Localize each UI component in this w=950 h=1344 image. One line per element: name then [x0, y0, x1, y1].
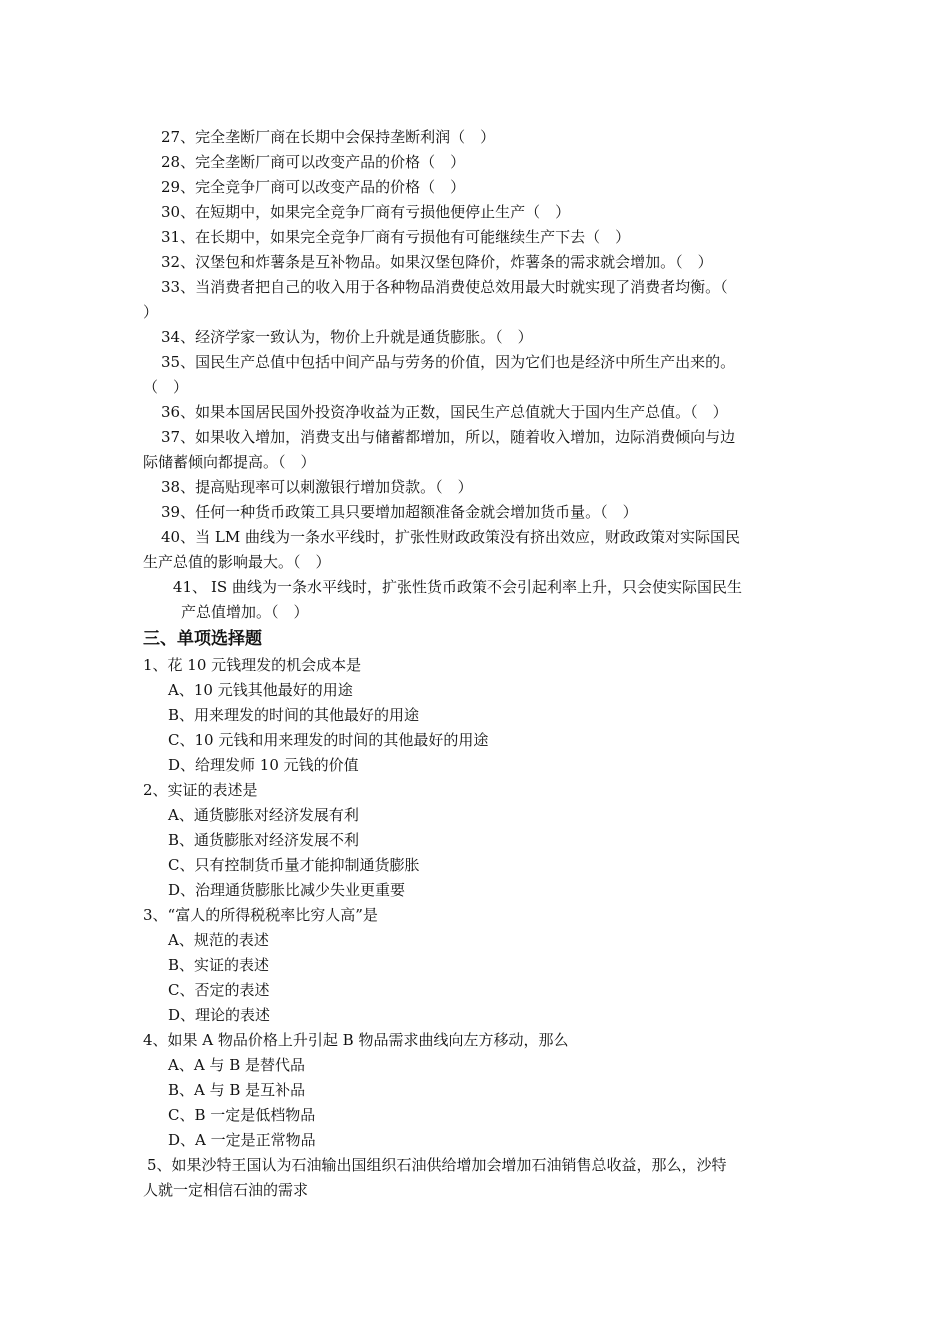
answer-option: D、给理发师 10 元钱的价值: [168, 756, 359, 774]
tf-question: [143, 325, 812, 350]
tf-question: [143, 350, 812, 400]
question-text-continued: （ ）: [143, 378, 189, 396]
question-text: 35、国民生产总值中包括中间产品与劳务的价值，因为它们也是经济中所生产出来的。: [161, 353, 736, 371]
tf-question: [143, 200, 812, 225]
question-text: 27、完全垄断厂商在长期中会保持垄断利润（ ）: [161, 128, 496, 146]
question-text: 29、完全竞争厂商可以改变产品的价格（ ）: [161, 178, 466, 196]
tf-question: [143, 150, 812, 175]
answer-option: C、否定的表述: [168, 981, 270, 999]
question-text: 32、汉堡包和炸薯条是互补物品。如果汉堡包降价，炸薯条的需求就会增加。（ ）: [161, 253, 713, 271]
mcq-question-5: 5、如果沙特王国认为石油输出国组织石油供给增加会增加石油销售总收益，那么，沙特: [147, 1156, 727, 1174]
answer-option: B、通货膨胀对经济发展不利: [168, 831, 360, 849]
tf-question-41-continued: 产总值增加。（ ）: [181, 603, 309, 621]
question-text: 39、任何一种货币政策工具只要增加超额准备金就会增加货币量。（ ）: [161, 503, 638, 521]
answer-option: D、A 一定是正常物品: [168, 1131, 316, 1149]
question-text: 31、在长期中，如果完全竞争厂商有亏损他有可能继续生产下去（ ）: [161, 228, 631, 246]
question-text: 36、如果本国居民国外投资净收益为正数，国民生产总值就大于国内生产总值。（ ）: [161, 403, 728, 421]
question-text: IS 曲线为一条水平线时，扩张性货币政策不会引起利率上升，只会使实际国民生: [211, 578, 742, 596]
multiple-choice-list: [143, 653, 812, 1153]
mcq-question: [143, 778, 812, 903]
mcq-question: [143, 903, 812, 1028]
answer-option: B、用来理发的时间的其他最好的用途: [168, 706, 420, 724]
mcq-question: [143, 653, 812, 778]
question-text: 37、如果收入增加，消费支出与储蓄都增加，所以，随着收入增加，边际消费倾向与边: [161, 428, 736, 446]
answer-option: A、A 与 B 是替代品: [168, 1056, 305, 1074]
answer-option: A、规范的表述: [168, 931, 269, 949]
question-text-continued: 生产总值的影响最大。（ ）: [143, 553, 331, 571]
question-stem: 4、如果 A 物品价格上升引起 B 物品需求曲线向左方移动，那么: [143, 1031, 569, 1049]
tf-question: [143, 425, 812, 475]
tf-question: [143, 225, 812, 250]
question-text: 30、在短期中，如果完全竞争厂商有亏损他便停止生产（ ）: [161, 203, 571, 221]
answer-option: C、只有控制货币量才能抑制通货膨胀: [168, 856, 420, 874]
answer-option: C、B 一定是低档物品: [168, 1106, 316, 1124]
question-number: 41、: [172, 578, 207, 596]
tf-question-41: [143, 575, 812, 600]
answer-option: D、治理通货膨胀比减少失业更重要: [168, 881, 406, 899]
answer-option: A、10 元钱其他最好的用途: [168, 681, 353, 699]
question-text: 40、当 LM 曲线为一条水平线时，扩张性财政政策没有挤出效应，财政政策对实际国民: [161, 528, 740, 546]
answer-option: D、理论的表述: [168, 1006, 271, 1024]
tf-question: [143, 500, 812, 525]
tf-question: [143, 175, 812, 200]
answer-option: A、通货膨胀对经济发展有利: [168, 806, 359, 824]
question-text-continued: 际储蓄倾向都提高。（ ）: [143, 453, 316, 471]
tf-question: [143, 275, 812, 325]
question-stem: 1、花 10 元钱理发的机会成本是: [143, 656, 362, 674]
question-text: 28、完全垄断厂商可以改变产品的价格（ ）: [161, 153, 466, 171]
section-heading: 三、单项选择题: [143, 629, 262, 649]
question-text-continued: ）: [143, 303, 159, 321]
question-text: 33、当消费者把自己的收入用于各种物品消费使总效用最大时就实现了消费者均衡。（: [161, 278, 728, 296]
question-text: 38、提高贴现率可以刺激银行增加贷款。（ ）: [161, 478, 473, 496]
answer-option: B、实证的表述: [168, 956, 270, 974]
tf-question: [143, 475, 812, 500]
answer-option: C、10 元钱和用来理发的时间的其他最好的用途: [168, 731, 489, 749]
mcq-question: [143, 1028, 812, 1153]
tf-question: [143, 250, 812, 275]
question-stem: 2、实证的表述是: [143, 781, 258, 799]
tf-question: [143, 525, 812, 575]
question-text: 34、经济学家一致认为，物价上升就是通货膨胀。（ ）: [161, 328, 533, 346]
answer-option: B、A 与 B 是互补品: [168, 1081, 306, 1099]
question-stem: 3、“富人的所得税税率比穷人高”是: [143, 906, 378, 924]
mcq-question-5-continued: 人就一定相信石油的需求: [143, 1181, 309, 1199]
true-false-list: [143, 125, 812, 575]
tf-question: [143, 400, 812, 425]
tf-question: [143, 125, 812, 150]
